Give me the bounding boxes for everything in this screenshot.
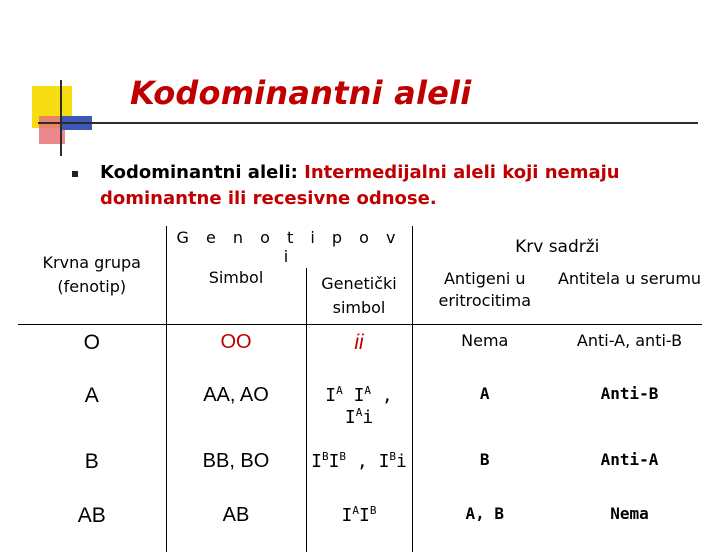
cell-genetic: $I^AI^B$	[306, 498, 412, 552]
cell-antibodies: Nema	[610, 504, 649, 523]
bullet-square-icon	[72, 171, 78, 177]
table-row	[18, 498, 702, 552]
cell-group: A	[18, 378, 166, 444]
table-row	[18, 324, 702, 378]
cell-genetic-line2: $I^Ai$	[344, 406, 374, 428]
cell-antibodies: Anti-A, anti-B	[576, 330, 683, 350]
header-genotypes: G e n o t i p o v i	[166, 226, 412, 268]
blood-group-table	[18, 226, 702, 552]
subheader-antibodies: Antitela u serumu	[557, 268, 702, 324]
cell-symbol: AB	[166, 498, 306, 552]
table-row	[18, 444, 702, 498]
cell-antigens: A	[479, 384, 490, 403]
cell-symbol: AA, AO	[166, 378, 306, 444]
cell-antigens: Nema	[461, 330, 509, 350]
cell-group: AB	[18, 498, 166, 552]
cell-antibodies: Anti-A	[600, 450, 659, 469]
decor-horizontal-line	[38, 122, 698, 124]
cell-genetic	[306, 378, 412, 444]
subheader-antigens: Antigeni u eritrocitima	[412, 268, 557, 324]
bullet-text	[100, 160, 660, 212]
bullet-prefix: Kodominantni aleli:	[100, 162, 305, 183]
slide-title: Kodominantni aleli	[130, 74, 472, 112]
cell-group: B	[18, 444, 166, 498]
cell-group: O	[18, 324, 166, 378]
cell-antigens: B	[479, 450, 490, 469]
cell-antigens: A, B	[465, 504, 505, 523]
table-row	[18, 378, 702, 444]
cell-genetic: $I^BI^B$ , $I^Bi$	[306, 444, 412, 498]
cell-genetic: ii	[306, 324, 412, 378]
cell-antibodies: Anti-B	[600, 384, 659, 403]
cell-symbol: BB, BO	[166, 444, 306, 498]
header-blood-group: Krvna grupa (fenotip)	[18, 226, 166, 324]
decor-vertical-line	[60, 80, 62, 156]
cell-genetic-line1: $I^A$ $I^A$ ,	[325, 384, 393, 406]
subheader-symbol: Simbol	[166, 268, 306, 324]
subheader-genetic-symbol: Genetički simbol	[306, 268, 412, 324]
table-header-row	[18, 226, 702, 268]
header-blood-contains: Krv sadrži	[515, 237, 600, 257]
bullet-highlight: Intermedijalni aleli koji nemaju dominantne ili recesivne odnose.	[100, 162, 620, 209]
cell-symbol: OO	[166, 324, 306, 378]
